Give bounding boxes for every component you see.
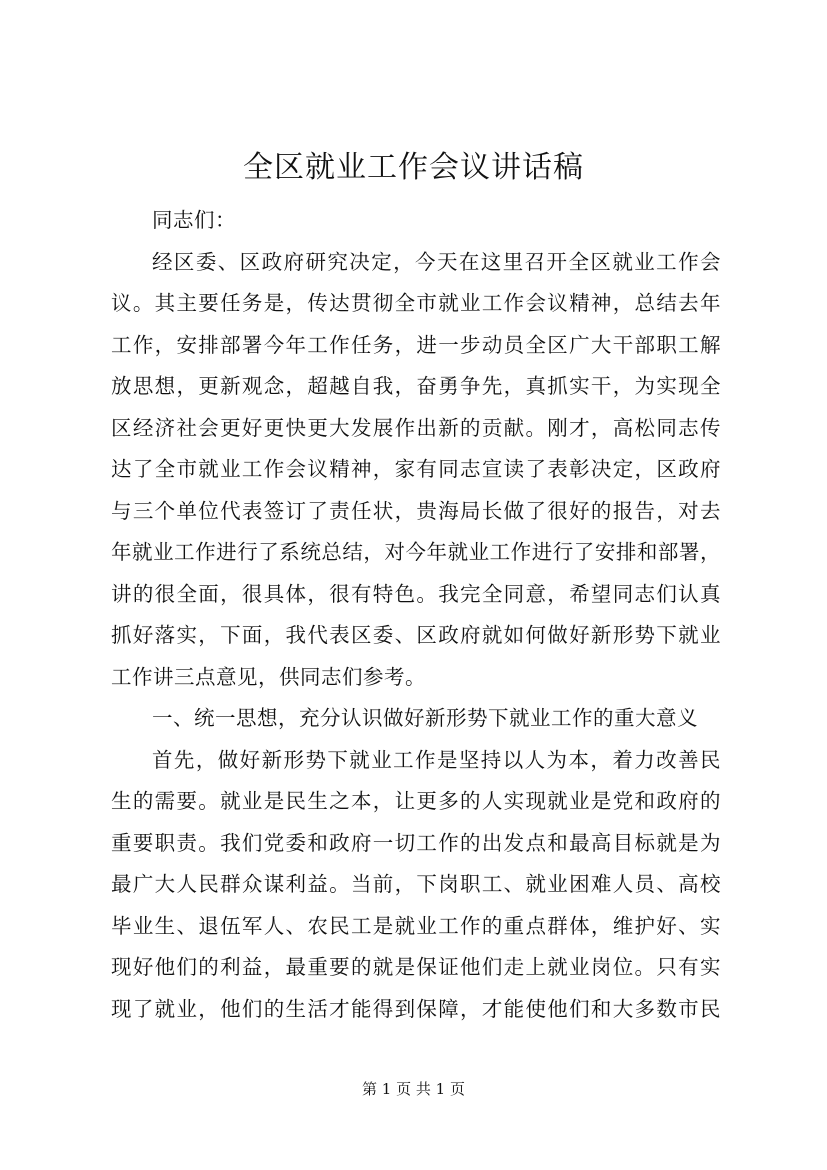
body-line: 重要职责。我们党委和政府一切工作的出发点和最高目标就是为 xyxy=(111,830,721,855)
body-line: 毕业生、退伍军人、农民工是就业工作的重点群体，维护好、实 xyxy=(111,913,721,938)
body-line: 生的需要。就业是民生之本，让更多的人实现就业是党和政府的 xyxy=(111,789,721,813)
page-footer: 第 1 页 共 1 页 xyxy=(362,1080,465,1098)
body-line: 经区委、区政府研究决定，今天在这里召开全区就业工作会 xyxy=(152,249,721,274)
body-line: 最广大人民群众谋利益。当前，下岗职工、就业困难人员、高校 xyxy=(111,872,721,896)
body-line: 放思想，更新观念，超越自我，奋勇争先，真抓实干，为实现全 xyxy=(111,374,721,398)
body-line: 区经济社会更好更快更大发展作出新的贡献。刚才，高松同志传 xyxy=(111,415,721,440)
body-line: 一、统一思想，充分认识做好新形势下就业工作的重大意义 xyxy=(152,706,698,730)
body-line: 达了全市就业工作会议精神，家有同志宣读了表彰决定，区政府 xyxy=(111,457,721,481)
body-line: 现了就业，他们的生活才能得到保障，才能使他们和大多数市民 xyxy=(111,996,721,1021)
body-line: 与三个单位代表签订了责任状，贵海局长做了很好的报告，对去 xyxy=(111,498,721,523)
body-line: 讲的很全面，很具体，很有特色。我完全同意，希望同志们认真 xyxy=(111,581,721,606)
body-line: 现好他们的利益，最重要的就是保证他们走上就业岗位。只有实 xyxy=(111,955,721,979)
document-title: 全区就业工作会议讲话稿 xyxy=(243,150,584,185)
body-line: 工作讲三点意见，供同志们参考。 xyxy=(111,664,426,689)
body-line: 首先，做好新形势下就业工作是坚持以人为本，着力改善民 xyxy=(152,747,721,772)
document-body xyxy=(111,200,721,1030)
body-line: 工作，安排部署今年工作任务，进一步动员全区广大干部职工解 xyxy=(111,332,721,357)
body-line: 年就业工作进行了系统总结，对今年就业工作进行了安排和部署， xyxy=(111,540,721,564)
body-line: 抓好落实，下面，我代表区委、区政府就如何做好新形势下就业 xyxy=(111,623,721,647)
body-line: 同志们： xyxy=(152,208,236,232)
body-line: 议。其主要任务是，传达贯彻全市就业工作会议精神，总结去年 xyxy=(111,291,721,315)
